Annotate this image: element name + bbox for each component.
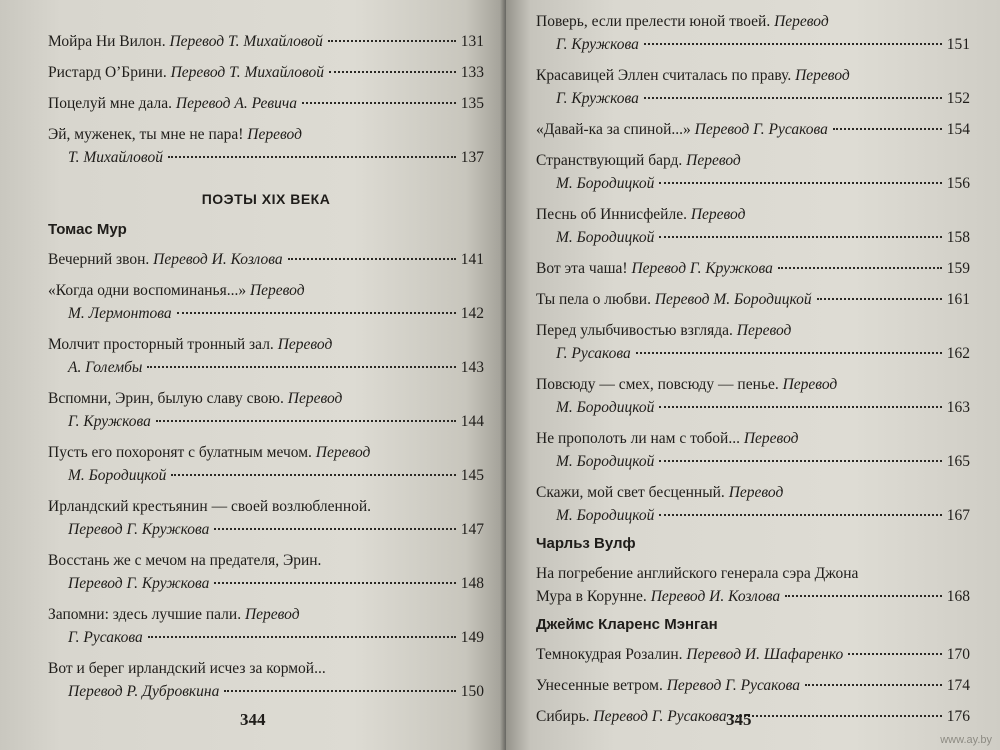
dot-leader <box>224 690 455 692</box>
dot-leader <box>805 684 942 686</box>
entry-translator: Перевод Р. Дубровкина <box>68 683 220 700</box>
entry-translator-label: Перевод <box>686 152 741 169</box>
entry-translator-label: Перевод <box>287 390 343 407</box>
entry-title: Перед улыбчивостью взгляда. <box>536 322 733 339</box>
author-heading-thomas-moore: Томас Мур <box>48 221 127 238</box>
entry-page-number: 163 <box>946 399 970 416</box>
dot-leader <box>168 156 456 158</box>
entry-title: Ристард О’Брини. <box>48 64 167 81</box>
entry-translator: Перевод А. Ревича <box>175 95 298 112</box>
entry-title: Поцелуй мне дала. <box>48 95 173 112</box>
entry-translator-label: Перевод <box>690 206 746 223</box>
entry-page-number: 144 <box>460 413 484 430</box>
toc-entry <box>48 279 484 325</box>
entry-page-number: 156 <box>946 175 970 192</box>
toc-entry <box>48 603 484 649</box>
toc-entry <box>536 481 970 527</box>
entry-translator: Перевод М. Бородицкой <box>654 291 812 308</box>
entry-title: Темнокудрая Розалин. <box>536 646 683 663</box>
entry-translator-label: Перевод <box>244 606 300 623</box>
toc-entry <box>536 203 970 249</box>
dot-leader <box>147 366 455 368</box>
dot-leader <box>732 715 942 717</box>
entry-page-number: 158 <box>946 229 970 246</box>
entry-page-number: 161 <box>946 291 970 308</box>
dot-leader <box>328 40 456 42</box>
entry-translator: М. Бородицкой <box>68 467 167 484</box>
entry-title: «Когда одни воспоминанья...» <box>48 282 247 299</box>
entry-translator-label: Перевод <box>782 376 838 393</box>
toc-entry <box>536 319 970 365</box>
dot-leader <box>148 636 456 638</box>
entry-title: Вот и берег ирландский исчез за кормой... <box>48 660 326 677</box>
entry-page-number: 131 <box>460 33 484 50</box>
entry-title: Эй, муженек, ты мне не пара! <box>48 126 244 143</box>
toc-entry <box>536 64 970 110</box>
entry-title: Унесенные ветром. <box>536 677 663 694</box>
toc-list-moore <box>48 248 484 703</box>
toc-entry <box>48 441 484 487</box>
entry-page-number: 174 <box>946 677 970 694</box>
dot-leader <box>214 582 455 584</box>
entry-title: Поверь, если прелести юной твоей. <box>536 13 771 30</box>
toc-entry-wolfe <box>536 562 970 608</box>
entry-title: Повсюду — смех, повсюду — пенье. <box>536 376 779 393</box>
entry-translator: Т. Михайловой <box>68 149 163 166</box>
toc-entry <box>48 123 484 169</box>
entry-title: Восстань же с мечом на предателя, Эрин. <box>48 552 322 569</box>
entry-page-number: 143 <box>460 359 484 376</box>
toc-entry <box>48 495 484 541</box>
entry-translator-label: Перевод <box>315 444 371 461</box>
toc-entry <box>48 61 484 84</box>
entry-translator: Г. Русакова <box>556 345 631 362</box>
entry-title: Не прополоть ли нам с тобой... <box>536 430 740 447</box>
toc-entry <box>536 373 970 419</box>
entry-page-number: 135 <box>460 95 484 112</box>
toc-list-moore-continued <box>536 10 970 527</box>
right-page <box>506 0 1000 750</box>
toc-entry <box>48 657 484 703</box>
entry-page-number: 133 <box>460 64 484 81</box>
entry-translator-label: Перевод <box>249 282 305 299</box>
entry-translator: Г. Кружкова <box>556 90 639 107</box>
entry-translator: Перевод Г. Русакова <box>694 121 828 138</box>
entry-title: Сибирь. <box>536 708 590 725</box>
dot-leader <box>848 653 941 655</box>
dot-leader <box>833 128 942 130</box>
entry-translator: Перевод Г. Кружкова <box>631 260 773 277</box>
entry-title: Вечерний звон. <box>48 251 150 268</box>
dot-leader <box>171 474 455 476</box>
entry-title: Молчит просторный тронный зал. <box>48 336 274 353</box>
entry-page-number: 151 <box>946 36 970 53</box>
dot-leader <box>329 71 456 73</box>
entry-page-number: 148 <box>460 575 484 592</box>
entry-page-number: 168 <box>946 588 970 605</box>
entry-title: Песнь об Иннисфейле. <box>536 206 687 223</box>
entry-title: Ты пела о любви. <box>536 291 651 308</box>
entry-page-number: 150 <box>460 683 484 700</box>
page-number-right: 345 <box>726 710 752 729</box>
entry-page-number: 162 <box>946 345 970 362</box>
toc-entry <box>536 149 970 195</box>
dot-leader <box>778 267 942 269</box>
entry-page-number: 147 <box>460 521 484 538</box>
watermark: www.ay.by <box>940 734 992 746</box>
entry-translator-label: Перевод <box>795 67 850 84</box>
entry-page-number: 170 <box>946 646 970 663</box>
toc-list-mangan <box>536 643 970 728</box>
toc-entry <box>536 288 970 311</box>
toc-list-top <box>48 30 484 169</box>
toc-entry <box>536 10 970 56</box>
entry-translator: М. Бородицкой <box>556 453 655 470</box>
entry-translator: Перевод Г. Русакова <box>593 708 727 725</box>
toc-entry <box>48 387 484 433</box>
dot-leader <box>302 102 456 104</box>
entry-title: Вспомни, Эрин, былую славу свою. <box>48 390 284 407</box>
entry-title: Странствующий бард. <box>536 152 683 169</box>
entry-translator: Перевод Г. Кружкова <box>68 575 210 592</box>
entry-translator: Перевод И. Козлова <box>650 588 781 605</box>
toc-entry <box>536 257 970 280</box>
entry-title: Скажи, мой свет бесценный. <box>536 484 725 501</box>
dot-leader <box>288 258 456 260</box>
dot-leader <box>177 312 456 314</box>
entry-translator: М. Бородицкой <box>556 507 655 524</box>
entry-translator: Г. Кружкова <box>556 36 639 53</box>
entry-translator-label: Перевод <box>277 336 333 353</box>
toc-entry <box>536 674 970 697</box>
entry-page-number: 159 <box>946 260 970 277</box>
entry-translator-label: Перевод <box>736 322 792 339</box>
entry-page-number: 142 <box>460 305 484 322</box>
toc-entry <box>48 248 484 271</box>
author-heading-charles-wolfe: Чарльз Вулф <box>536 535 636 552</box>
entry-translator: Перевод Т. Михайловой <box>170 64 325 81</box>
entry-translator: М. Бородицкой <box>556 399 655 416</box>
entry-page-number: 152 <box>946 90 970 107</box>
entry-translator: Перевод И. Козлова <box>153 251 283 268</box>
dot-leader <box>156 420 456 422</box>
entry-translator: А. Голембы <box>68 359 143 376</box>
entry-translator: М. Лермонтова <box>68 305 172 322</box>
toc-entry <box>48 333 484 379</box>
entry-translator-label: Перевод <box>247 126 302 143</box>
entry-page-number: 149 <box>460 629 484 646</box>
entry-translator: Г. Русакова <box>68 629 143 646</box>
entry-title: Запомни: здесь лучшие пали. <box>48 606 242 623</box>
dot-leader <box>644 43 942 45</box>
entry-translator: Перевод Т. Михайловой <box>169 33 323 50</box>
author-heading-james-mangan: Джеймс Кларенс Мэнган <box>536 616 718 633</box>
toc-entry <box>536 118 970 141</box>
entry-translator: Перевод Г. Русакова <box>666 677 800 694</box>
entry-page-number: 154 <box>946 121 970 138</box>
entry-page-number: 145 <box>460 467 484 484</box>
entry-title: «Давай-ка за спиной...» <box>536 121 691 138</box>
toc-entry <box>536 427 970 473</box>
dot-leader <box>659 406 941 408</box>
entry-translator: М. Бородицкой <box>556 229 655 246</box>
dot-leader <box>636 352 942 354</box>
entry-page-number: 167 <box>946 507 970 524</box>
dot-leader <box>659 460 941 462</box>
dot-leader <box>659 182 941 184</box>
dot-leader <box>659 514 941 516</box>
dot-leader <box>817 298 942 300</box>
entry-page-number: 176 <box>946 708 970 725</box>
entry-title: Вот эта чаша! <box>536 260 628 277</box>
toc-entry <box>536 705 970 728</box>
entry-title-line: Мура в Корунне. <box>536 588 647 605</box>
dot-leader <box>214 528 455 530</box>
entry-page-number: 165 <box>946 453 970 470</box>
entry-translator-label: Перевод <box>774 13 829 30</box>
entry-translator: М. Бородицкой <box>556 175 655 192</box>
entry-page-number: 137 <box>460 149 484 166</box>
entry-title-line: На погребение английского генерала сэра Джона <box>536 565 859 582</box>
entry-page-number: 141 <box>460 251 484 268</box>
dot-leader <box>785 595 942 597</box>
entry-title: Ирландский крестьянин — своей возлюбленной. <box>48 498 372 515</box>
dot-leader <box>659 236 941 238</box>
entry-translator: Г. Кружкова <box>68 413 151 430</box>
entry-translator-label: Перевод <box>743 430 799 447</box>
dot-leader <box>644 97 942 99</box>
toc-entry <box>48 30 484 53</box>
entry-translator-label: Перевод <box>728 484 784 501</box>
entry-translator: Перевод Г. Кружкова <box>68 521 210 538</box>
toc-entry <box>48 92 484 115</box>
section-title: ПОЭТЫ XIX ВЕКА <box>201 191 331 207</box>
entry-title: Пусть его похоронят с булатным мечом. <box>48 444 312 461</box>
toc-entry <box>536 643 970 666</box>
page-number-left: 344 <box>240 710 266 729</box>
toc-entry <box>48 549 484 595</box>
entry-translator: Перевод И. Шафаренко <box>686 646 844 663</box>
entry-title: Мойра Ни Вилон. <box>48 33 166 50</box>
entry-title: Красавицей Эллен считалась по праву. <box>536 67 792 84</box>
